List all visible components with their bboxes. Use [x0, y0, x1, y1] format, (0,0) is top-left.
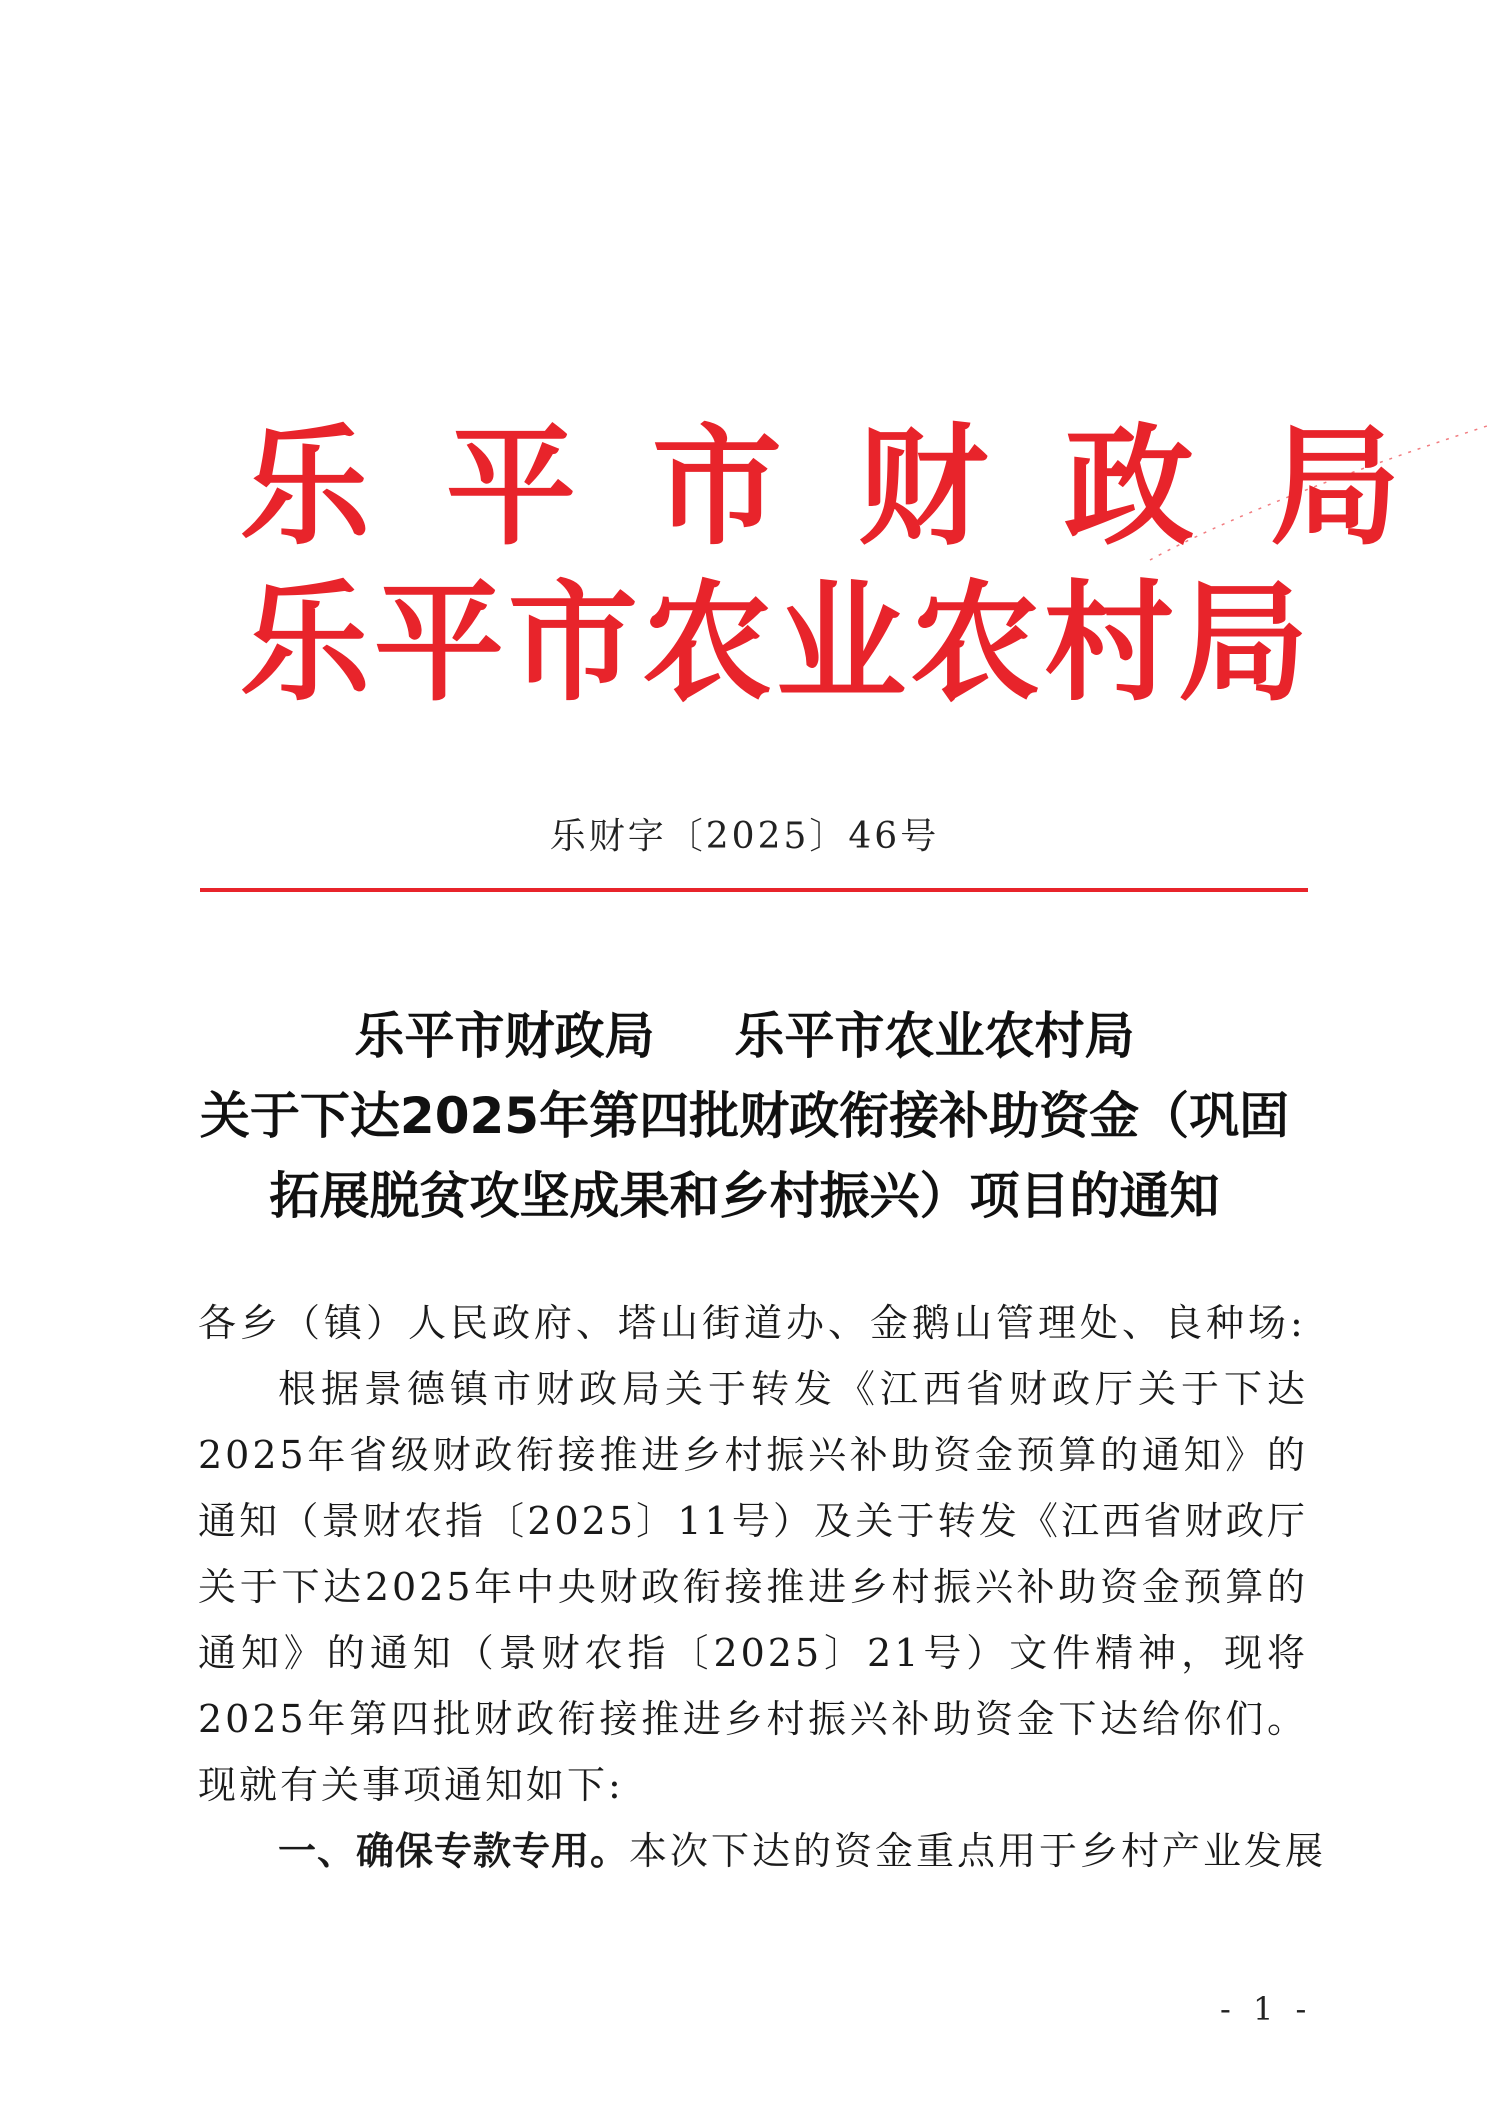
- title-line-3: 拓展脱贫攻坚成果和乡村振兴）项目的通知: [269, 1167, 1220, 1225]
- issuing-org-finance-bureau: 乐平市财政局: [240, 410, 1477, 563]
- body-paragraph-1: 根据景德镇市财政局关于转发《江西省财政厅关于下达2025年省级财政衔接推进乡村振兴补助资金预算的通知》的通知（景财农指〔2025〕11号）及关于转发《江西省财政厅关于下达2025年中央财政衔接推进乡村振兴补助资金预算的通知》的通知（景财农指〔2025〕21号）文件精神，现将2025年第四批财政衔接推进乡村振兴补助资金下达给你们。现就有关事项通知如下:: [198, 1367, 1308, 1807]
- title-org-b: 乐平市农业农村局: [734, 1007, 1135, 1065]
- salutation: 各乡（镇）人民政府、塔山街道办、金鹅山管理处、良种场:: [198, 1301, 1307, 1345]
- red-separator-rule: [200, 888, 1308, 892]
- title-line-2: 关于下达2025年第四批财政衔接补助资金（巩固: [199, 1087, 1290, 1145]
- section-1-text: 本次下达的资金重点用于乡村产业发展: [629, 1829, 1327, 1873]
- title-org-a: 乐平市财政局: [354, 1007, 655, 1065]
- issuing-org-agriculture-bureau: 乐平市农业农村局: [240, 566, 1313, 719]
- title-line-1: [160, 996, 1329, 1076]
- document-number: 乐财字〔2025〕46号: [549, 816, 940, 857]
- document-title: [160, 996, 1329, 1236]
- section-1-heading: 一、确保专款专用。: [278, 1829, 630, 1873]
- page-number: - 1 -: [1220, 1990, 1313, 2028]
- body-paragraph-2: [198, 1818, 1327, 1884]
